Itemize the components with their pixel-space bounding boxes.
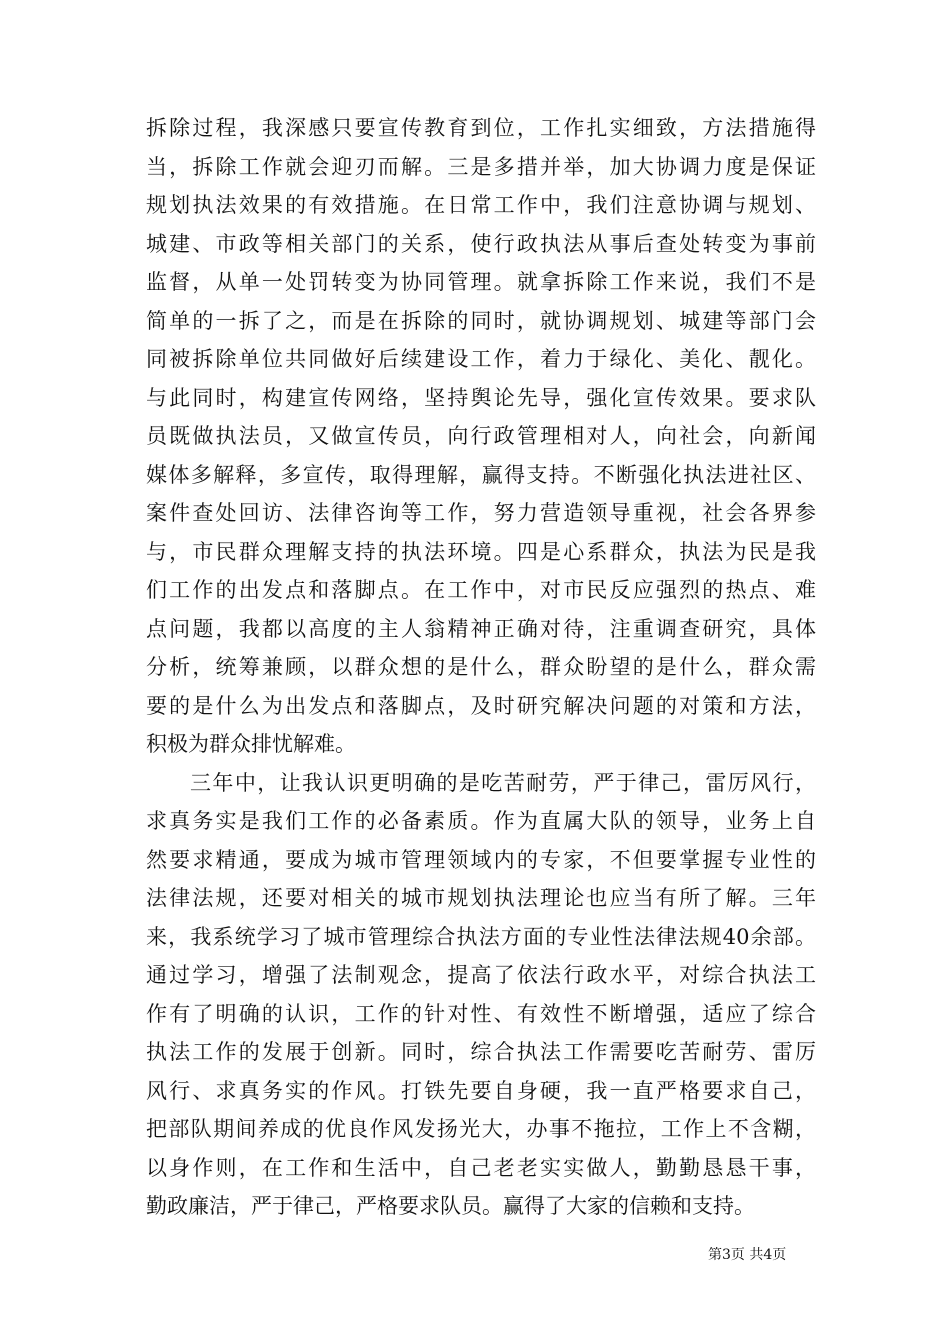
text-line: 与此同时，构建宣传网络，坚持舆论先导，强化宣传效果。要求队: [146, 385, 816, 410]
text-line: 勤政廉洁，严于律己，严格要求队员。赢得了大家的信赖和支持。: [146, 1194, 755, 1218]
text-line: 以身作则，在工作和生活中，自己老老实实做人，勤勤恳恳干事，: [146, 1155, 816, 1180]
body-text: [146, 109, 816, 1226]
text-line: 城建、市政等相关部门的关系，使行政执法从事后查处转变为事前: [146, 231, 816, 256]
text-line: 作有了明确的认识，工作的针对性、有效性不断增强，适应了综合: [146, 1001, 816, 1026]
text-line: 与，市民群众理解支持的执法环境。四是心系群众，执法为民是我: [146, 539, 816, 564]
text-line: 法律法规，还要对相关的城市规划执法理论也应当有所了解。三年: [146, 886, 816, 910]
text-line: 分析，统筹兼顾，以群众想的是什么，群众盼望的是什么，群众需: [146, 655, 816, 679]
text-line: 媒体多解释，多宣传，取得理解，赢得支持。不断强化执法进社区、: [146, 462, 816, 487]
text-line: 来，我系统学习了城市管理综合执法方面的专业性法律法规40余部。: [146, 924, 816, 949]
text-line: 规划执法效果的有效措施。在日常工作中，我们注意协调与规划、: [146, 193, 816, 217]
text-line: 监督，从单一处罚转变为协同管理。就拿拆除工作来说，我们不是: [146, 270, 816, 294]
text-line: 风行、求真务实的作风。打铁先要自身硬，我一直严格要求自己，: [146, 1078, 816, 1103]
text-line: 要的是什么为出发点和落脚点，及时研究解决问题的对策和方法，: [146, 693, 816, 718]
text-line: 们工作的出发点和落脚点。在工作中，对市民反应强烈的热点、难: [146, 578, 816, 602]
paragraph-1: [146, 109, 816, 764]
text-line: 拆除过程，我深感只要宣传教育到位，工作扎实细致，方法措施得: [146, 116, 816, 140]
text-line: 当，拆除工作就会迎刃而解。三是多措并举，加大协调力度是保证: [146, 154, 816, 179]
text-line: 三年中，让我认识更明确的是吃苦耐劳，严于律己，雷厉风行，: [190, 770, 816, 795]
page-number-footer: 第3页 共4页: [708, 1247, 787, 1263]
paragraph-2: [146, 764, 816, 1226]
text-line: 积极为群众排忧解难。: [146, 732, 356, 756]
text-line: 案件查处回访、法律咨询等工作，努力营造领导重视，社会各界参: [146, 501, 816, 525]
text-line: 点问题，我都以高度的主人翁精神正确对待，注重调查研究，具体: [146, 616, 816, 641]
text-line: 把部队期间养成的优良作风发扬光大，办事不拖拉，工作上不含糊，: [146, 1117, 816, 1141]
text-line: 同被拆除单位共同做好后续建设工作，着力于绿化、美化、靓化。: [146, 347, 816, 371]
text-line: 员既做执法员，又做宣传员，向行政管理相对人，向社会，向新闻: [146, 424, 816, 448]
text-line: 执法工作的发展于创新。同时，综合执法工作需要吃苦耐劳、雷厉: [146, 1040, 816, 1064]
text-line: 简单的一拆了之，而是在拆除的同时，就协调规划、城建等部门会: [146, 308, 816, 333]
text-line: 通过学习，增强了法制观念，提高了依法行政水平，对综合执法工: [146, 963, 816, 987]
text-line: 求真务实是我们工作的必备素质。作为直属大队的领导，业务上自: [146, 809, 816, 833]
text-line: 然要求精通，要成为城市管理领域内的专家，不但要掌握专业性的: [146, 847, 816, 872]
